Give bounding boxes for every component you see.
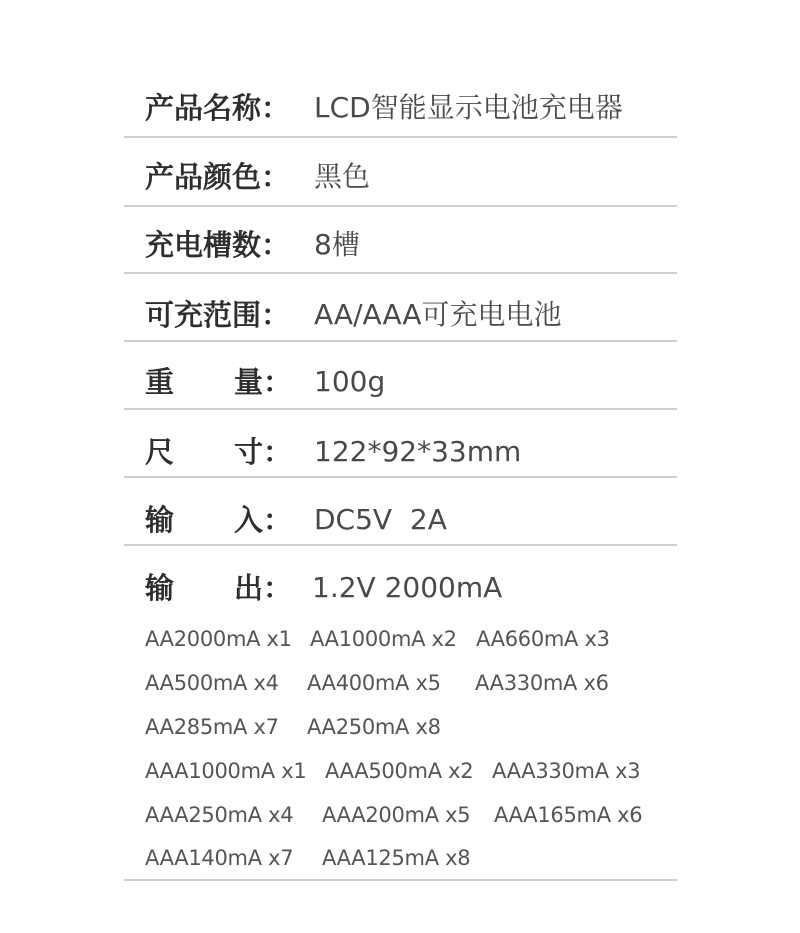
spec-label-last: 入： (234, 503, 293, 537)
output-spec-line (145, 843, 665, 873)
output-spec-item: AA285mA x7 (145, 715, 279, 739)
spec-row-size (124, 432, 677, 472)
divider (124, 879, 677, 881)
output-spec-item: AA660mA x3 (476, 627, 610, 651)
spec-label-last: 寸： (234, 435, 293, 469)
output-spec-item: AA250mA x8 (307, 715, 441, 739)
output-spec-item: AAA125mA x8 (322, 846, 471, 870)
spec-label: 产品名称： (145, 91, 291, 125)
output-spec-line (145, 668, 665, 698)
output-spec-item: AA330mA x6 (475, 671, 609, 695)
spec-row-output (124, 568, 677, 608)
spec-row-compatibility (124, 295, 677, 335)
divider (124, 408, 677, 410)
spec-label-last: 量： (234, 365, 293, 399)
divider (124, 476, 677, 478)
output-spec-item: AAA250mA x4 (145, 803, 294, 827)
spec-label-first: 输 (145, 503, 175, 537)
spec-label-first: 尺 (145, 435, 175, 469)
spec-row-product-name (124, 88, 677, 128)
output-spec-item: AAA140mA x7 (145, 846, 294, 870)
spec-label: 可充范围： (145, 298, 291, 332)
spec-label: 产品颜色： (145, 160, 291, 194)
spec-value: 122*92*33mm (314, 435, 522, 468)
output-spec-item: AAA200mA x5 (322, 803, 471, 827)
spec-row-input (124, 500, 677, 540)
output-spec-item: AAA500mA x2 (325, 759, 474, 783)
output-spec-line (145, 800, 665, 830)
spec-label-last: 出： (234, 571, 293, 605)
spec-value: 黑色 (314, 160, 371, 193)
output-spec-item: AAA330mA x3 (492, 759, 641, 783)
divider (124, 340, 677, 342)
output-spec-line (145, 624, 665, 654)
spec-value: 100g (314, 365, 386, 398)
output-spec-item: AA1000mA x2 (310, 627, 457, 651)
output-spec-item: AA500mA x4 (145, 671, 279, 695)
output-spec-item: AAA165mA x6 (494, 803, 643, 827)
spec-row-weight (124, 362, 677, 402)
spec-label-first: 重 (145, 365, 175, 399)
output-spec-item: AA400mA x5 (307, 671, 441, 695)
spec-value: 8槽 (314, 228, 360, 261)
output-spec-line (145, 712, 665, 742)
divider (124, 272, 677, 274)
divider (124, 136, 677, 138)
spec-label-first: 输 (145, 571, 175, 605)
spec-row-color (124, 157, 677, 197)
output-spec-item: AA2000mA x1 (145, 627, 292, 651)
spec-value: LCD智能显示电池充电器 (314, 91, 623, 124)
spec-value: DC5V 2A (314, 503, 447, 536)
divider (124, 205, 677, 207)
spec-label: 充电槽数： (145, 228, 291, 262)
output-spec-line (145, 756, 665, 786)
spec-value: 1.2V 2000mA (312, 571, 503, 604)
divider (124, 544, 677, 546)
spec-row-slot-count (124, 225, 677, 265)
spec-value: AA/AAA可充电电池 (314, 298, 562, 331)
output-spec-item: AAA1000mA x1 (145, 759, 307, 783)
